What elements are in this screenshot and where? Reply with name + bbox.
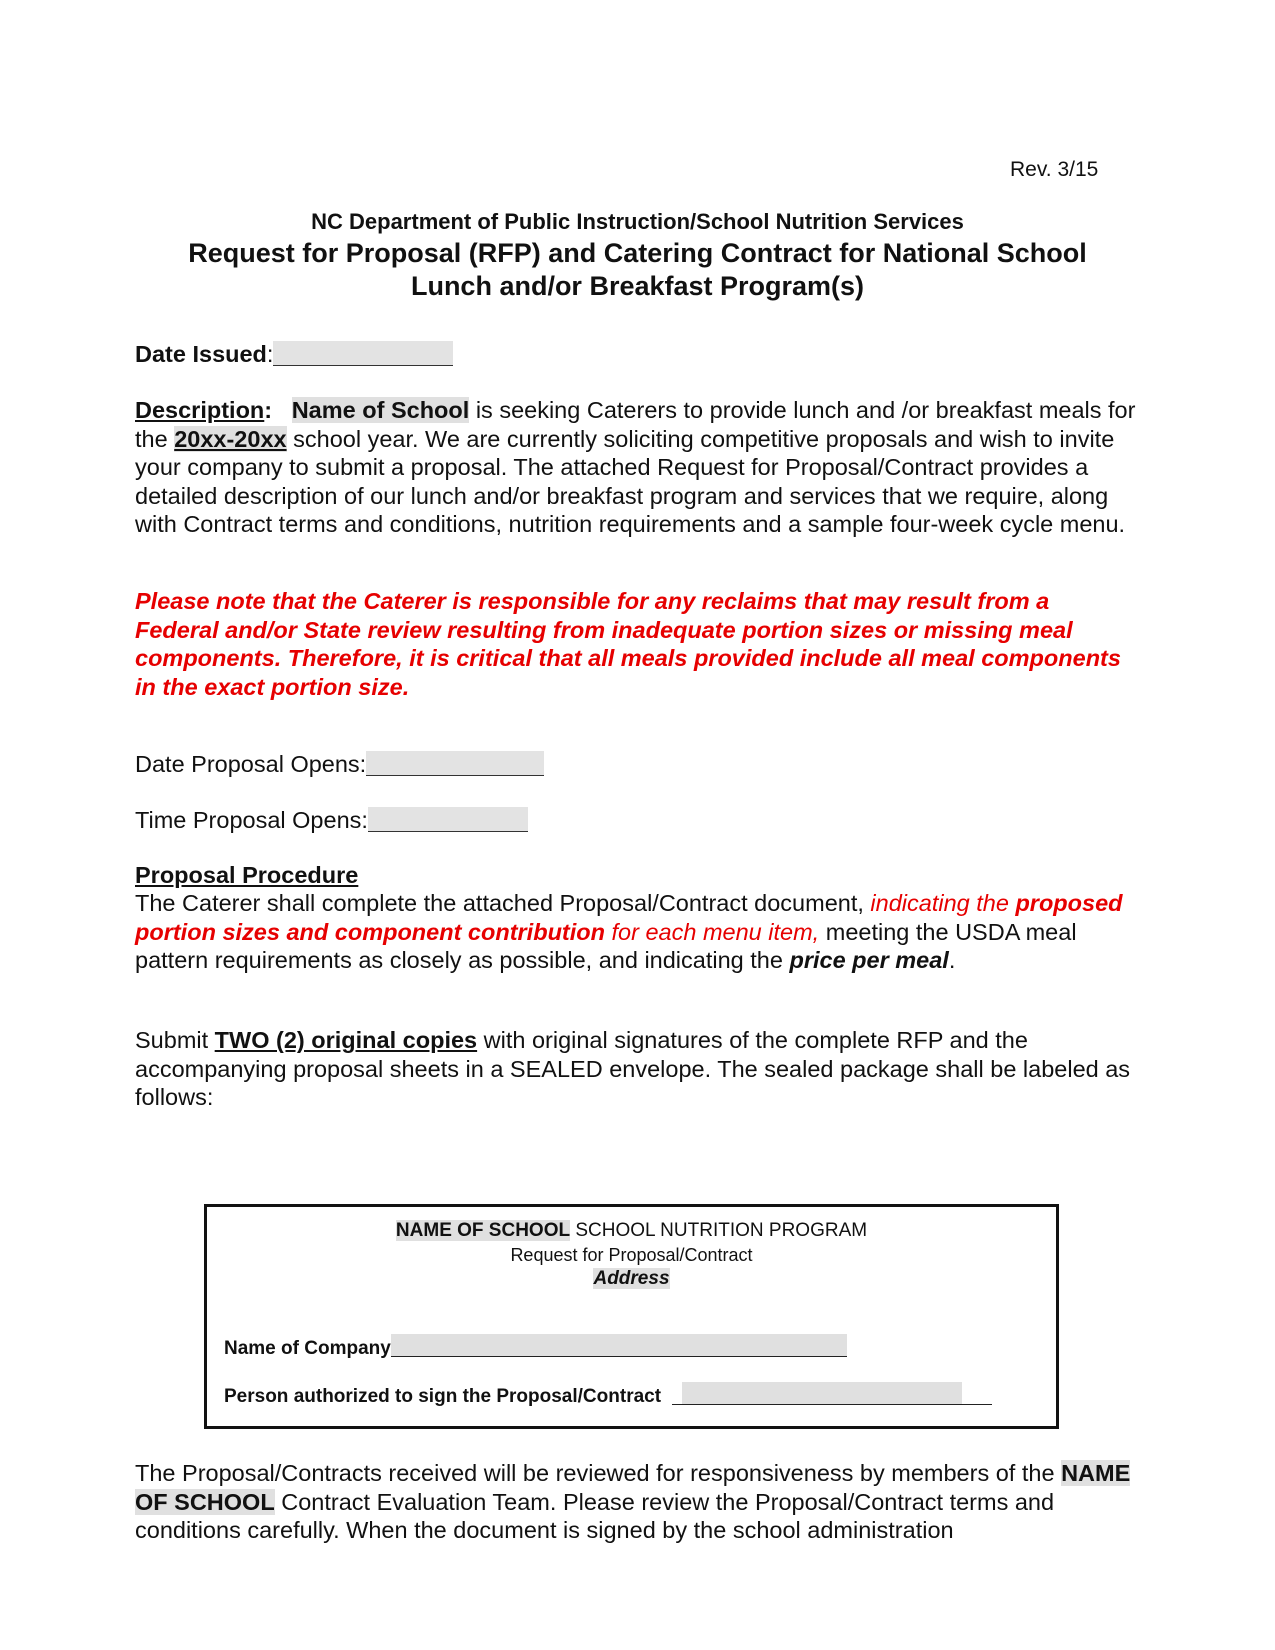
time-opens-label: Time Proposal Opens: <box>135 807 368 833</box>
review-text-1: The Proposal/Contracts received will be reviewed for responsiveness by members of the <box>135 1460 1062 1486</box>
label-program: SCHOOL NUTRITION PROGRAM <box>570 1220 868 1241</box>
school-year-field[interactable]: 20xx-20xx <box>174 425 287 452</box>
signer-row <box>224 1382 992 1408</box>
procedure-text-3: . <box>948 947 956 974</box>
date-issued-label: Date Issued <box>135 341 267 367</box>
label-school-name[interactable]: NAME OF SCHOOL <box>395 1220 571 1241</box>
procedure-red-italic-1: indicating the <box>870 890 1009 916</box>
procedure-text-2: meeting the USDA meal pattern requirements as closely as possible, and indicating the <box>135 918 1077 974</box>
date-opens-field[interactable] <box>366 751 544 776</box>
copies-requirement: TWO (2) original copies <box>214 1027 478 1053</box>
submit-text-1: Submit <box>135 1027 215 1053</box>
review-text-2: Contract Evaluation Team. Please review the Proposal/Contract terms and conditions carefully. When the document is signed by the school administration <box>135 1488 1055 1544</box>
revision-label: Rev. 3/15 <box>1010 158 1099 181</box>
description-paragraph <box>135 396 1145 539</box>
date-issued-colon: : <box>266 341 274 367</box>
submit-paragraph <box>135 1026 1145 1112</box>
time-opens-field[interactable] <box>368 807 528 832</box>
company-label: Name of Company <box>224 1338 391 1359</box>
envelope-label-box <box>204 1204 1059 1429</box>
description-text-2: school year. We are currently soliciting competitive proposals and wish to invite your company to submit a proposal. The attached Request for Proposal/Contract provides a detailed description of our lunch and/or breakfast program and services that we require, along with Contract terms and conditions, nutrition requirements and a sample four-week cycle menu. <box>135 425 1126 538</box>
procedure-red-bold: proposed portion sizes and component contribution <box>135 890 1123 945</box>
department-heading: NC Department of Public Instruction/School Nutrition Services <box>311 209 964 234</box>
review-paragraph <box>135 1459 1145 1545</box>
description-text-1: is seeking Caterers to provide lunch and /or breakfast meals for the <box>135 397 1136 452</box>
date-opens-label: Date Proposal Opens: <box>135 751 367 777</box>
document-title <box>0 237 1275 303</box>
date-opens-row <box>135 750 1145 779</box>
time-opens-row <box>135 806 1145 835</box>
school-name-field[interactable]: Name of School <box>291 397 470 423</box>
price-per-meal: price per meal <box>789 947 949 974</box>
procedure-red-italic-2: for each menu item, <box>605 918 820 945</box>
signer-label: Person authorized to sign the Proposal/Contract <box>224 1386 662 1407</box>
date-issued-field[interactable] <box>273 341 453 366</box>
procedure-text-1: The Caterer shall complete the attached Proposal/Contract document, <box>135 890 871 916</box>
label-subtitle: Request for Proposal/Contract <box>510 1245 753 1265</box>
company-field[interactable] <box>391 1334 847 1357</box>
signer-field[interactable] <box>672 1382 992 1405</box>
date-issued-row <box>135 340 1145 369</box>
label-address[interactable]: Address <box>593 1268 670 1289</box>
procedure-heading: Proposal Procedure <box>135 862 359 888</box>
submit-text-2: with original signatures of the complete RFP and the accompanying proposal sheets in a SEALED envelope. The sealed package shall be labeled as follows: <box>135 1027 1131 1111</box>
label-box-heading <box>207 1219 1056 1291</box>
company-row <box>224 1334 847 1360</box>
description-label: Description <box>135 397 265 423</box>
description-colon: : <box>264 397 273 423</box>
title-line-2: Lunch and/or Breakfast Program(s) <box>410 271 865 301</box>
procedure-paragraph <box>135 889 1145 975</box>
review-school-name[interactable]: NAME OF SCHOOL <box>135 1460 1131 1515</box>
title-line-1: Request for Proposal (RFP) and Catering Contract for National School <box>188 238 1087 268</box>
reclaim-warning: Please note that the Caterer is responsible for any reclaims that may result from a Federal and/or State review resulting from inadequate portion sizes or missing meal components. Therefore, it is critical that all meals provided include all meal components in the exact portion size. <box>135 588 1121 700</box>
